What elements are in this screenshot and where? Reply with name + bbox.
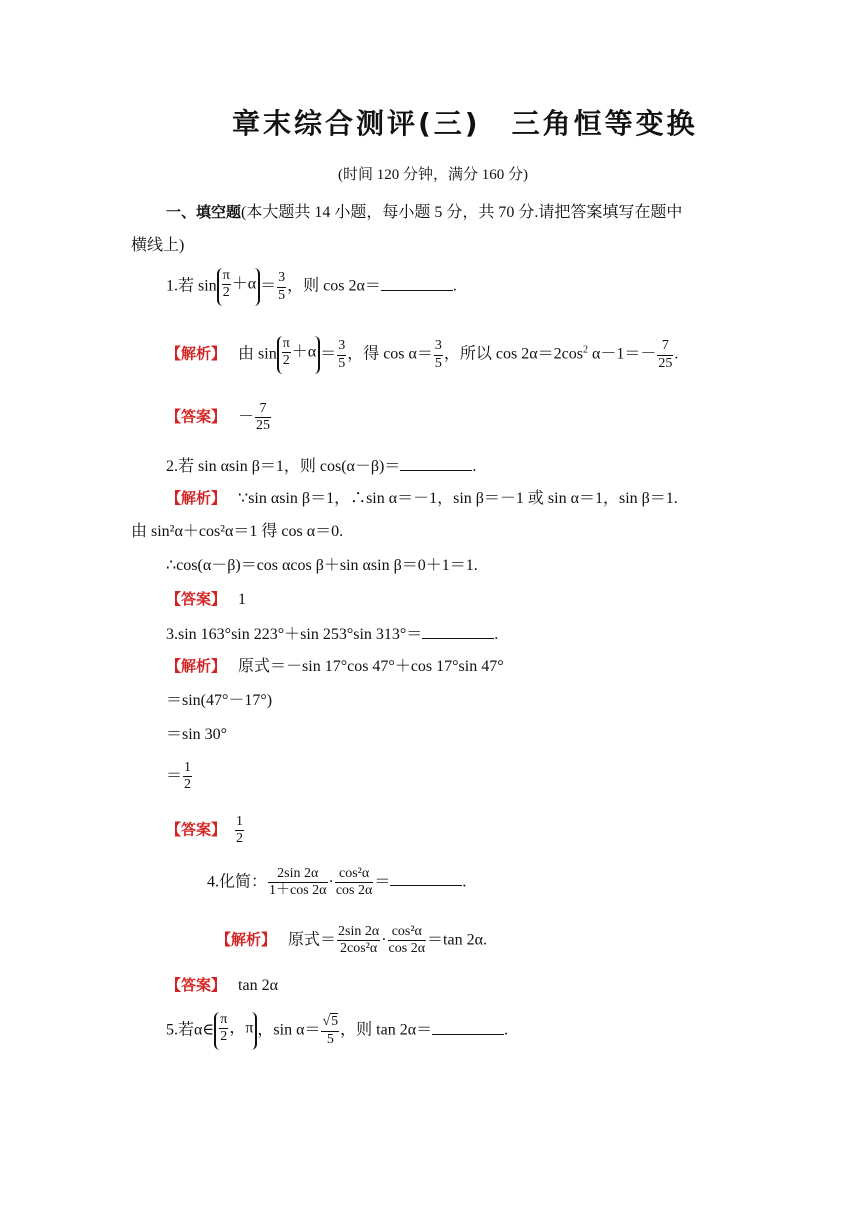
solution-4: 【解析】 原式＝ $\frac{2\sin 2\alpha}{\text{2cos²α}}$ · $\frac{\text{cos²α}}{\cos 2\alpha}$ ＝tan 2α. [216,924,487,957]
solution-2-line3: ∴cos(α－β)＝cos αcos β＋sin αsin β＝0＋1＝1. [166,557,478,574]
answer-2: 【答案】 1 [166,590,247,608]
solution-3-line2: ＝sin(47°－17°) [166,692,273,709]
solution-2-line2: 由 sin²α＋cos²α＝1 得 cos α＝0. [131,523,344,540]
section-heading: 一、填空题(本大题共 14 小题，每小题 5 分，共 70 分.请把答案填写在题中 [166,203,683,221]
answer-3: 【答案】 $\frac{1}{2}$ [166,814,244,847]
page-subtitle: (时间 120 分钟，满分 160 分) [338,167,528,183]
page-title: 章末综合测评(三) 三角恒等变换 [232,107,698,140]
solution-3: 【解析】 原式＝－sin 17°cos 47°＋cos 17°sin 47° [166,657,504,675]
answer-1: 【答案】 － $\frac{7}{25}$ [166,401,271,434]
section-text-line2: 横线上) [131,237,185,254]
answer-4: 【答案】 tan 2α [166,976,278,994]
solution-3-line3: ＝sin 30° [166,726,228,743]
question-1: 1.若 sin $\frac{\pi}{2}$ ＋α ＝ $\frac{3}{5}$ ，则 cos 2α＝ . [166,268,457,306]
solution-3-line4: ＝ $\frac{1}{2}$ [166,760,192,793]
question-2: 2.若 sin αsin β＝1，则 cos(α－β)＝ . [166,458,477,475]
question-5: 5.若α∈ $\frac{\pi}{2}$ ，π ，sin α＝ $\frac{√5}{5}$ ，则 tan 2α＝ . [166,1012,508,1050]
solution-1: 【解析】 由 sin $\frac{\pi}{2}$ ＋α ＝ $\frac{3}{5}$ ，得 cos α＝ $\frac{3}{5}$ ，所以 $\cos 2\alpha=2\cos^2$ α－1＝－ $\frac{7}{25}$ . [166,336,678,374]
question-3: 3.sin 163°sin 223°＋sin 253°sin 313°＝ . [166,626,499,643]
question-4: 4.化简： $\frac{2\sin 2\alpha}{1+\cos 2\alpha}$ · $\frac{\text{cos²α}}{\cos 2\alpha}$ ＝ . [207,866,467,899]
solution-2: 【解析】 ∵sin αsin β＝1，∴sin α＝－1，sin β＝－1 或 sin α＝1，sin β＝1. [166,489,678,507]
